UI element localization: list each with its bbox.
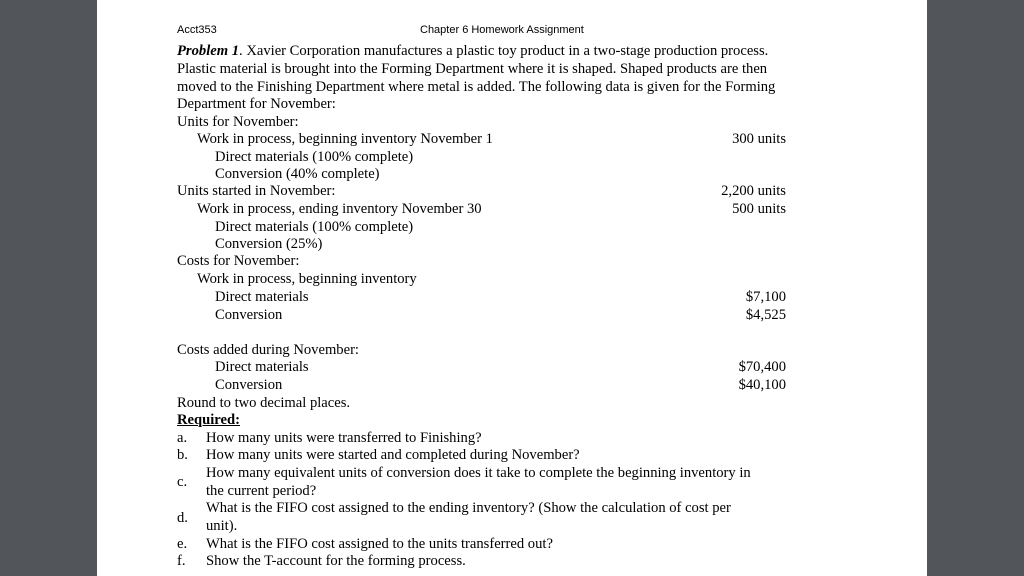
started-value: 2,200 units (721, 183, 786, 199)
added-heading: Costs added during November: (177, 342, 359, 358)
problem-title: Problem 1 (177, 43, 240, 59)
intro-line-4: Department for November: (177, 96, 336, 112)
round-note: Round to two decimal places. (177, 395, 351, 411)
wip-begin-value: 300 units (732, 131, 786, 147)
item-c-label: c. (177, 474, 188, 490)
wip-end-value: 500 units (732, 201, 786, 217)
conv-begin: Conversion (40% complete) (215, 166, 380, 182)
started-label: Units started in November: (177, 183, 336, 199)
assignment-title: Chapter 6 Homework Assignment (420, 24, 584, 36)
item-d-text-2: unit). (206, 518, 238, 534)
item-d-label: d. (177, 510, 188, 526)
conv-end: Conversion (25%) (215, 236, 323, 252)
added-dm-value: $70,400 (738, 359, 786, 375)
item-b-text: How many units were started and completed during November? (206, 447, 580, 463)
document-page (97, 0, 927, 576)
item-c-text-2: the current period? (206, 483, 317, 499)
dm-end: Direct materials (100% complete) (215, 219, 414, 235)
wip-end-label: Work in process, ending inventory November 30 (197, 201, 482, 217)
item-e-label: e. (177, 536, 188, 552)
dm-begin: Direct materials (100% complete) (215, 149, 414, 165)
required-heading: Required: (177, 412, 240, 428)
intro-line-1: Problem 1. Xavier Corporation manufactures a plastic toy product in a two-stage production process. (177, 43, 769, 59)
costs-conv-value: $4,525 (745, 307, 786, 323)
added-conv-value: $40,100 (738, 377, 786, 393)
costs-conv-label: Conversion (215, 307, 283, 323)
item-e-text: What is the FIFO cost assigned to the units transferred out? (206, 536, 553, 552)
added-dm-label: Direct materials (215, 359, 309, 375)
costs-heading: Costs for November: (177, 253, 300, 269)
intro-line-3: moved to the Finishing Department where metal is added. The following data is given for the Forming (177, 79, 776, 95)
wip-begin-label: Work in process, beginning inventory November 1 (197, 131, 493, 147)
course-code: Acct353 (177, 24, 217, 36)
item-a-label: a. (177, 430, 188, 446)
costs-dm-label: Direct materials (215, 289, 309, 305)
units-heading: Units for November: (177, 114, 299, 130)
item-f-text: Show the T-account for the forming process. (206, 553, 466, 569)
intro-line-2: Plastic material is brought into the Forming Department where it is shaped. Shaped products are then (177, 61, 768, 77)
costs-wip-begin-label: Work in process, beginning inventory (197, 271, 417, 287)
item-b-label: b. (177, 447, 188, 463)
item-a-text: How many units were transferred to Finishing? (206, 430, 482, 446)
costs-dm-value: $7,100 (745, 289, 786, 305)
added-conv-label: Conversion (215, 377, 283, 393)
item-d-text-1: What is the FIFO cost assigned to the ending inventory? (Show the calculation of cost per (206, 500, 731, 516)
item-c-text-1: How many equivalent units of conversion does it take to complete the beginning inventory in (206, 465, 751, 481)
item-f-label: f. (177, 553, 186, 569)
